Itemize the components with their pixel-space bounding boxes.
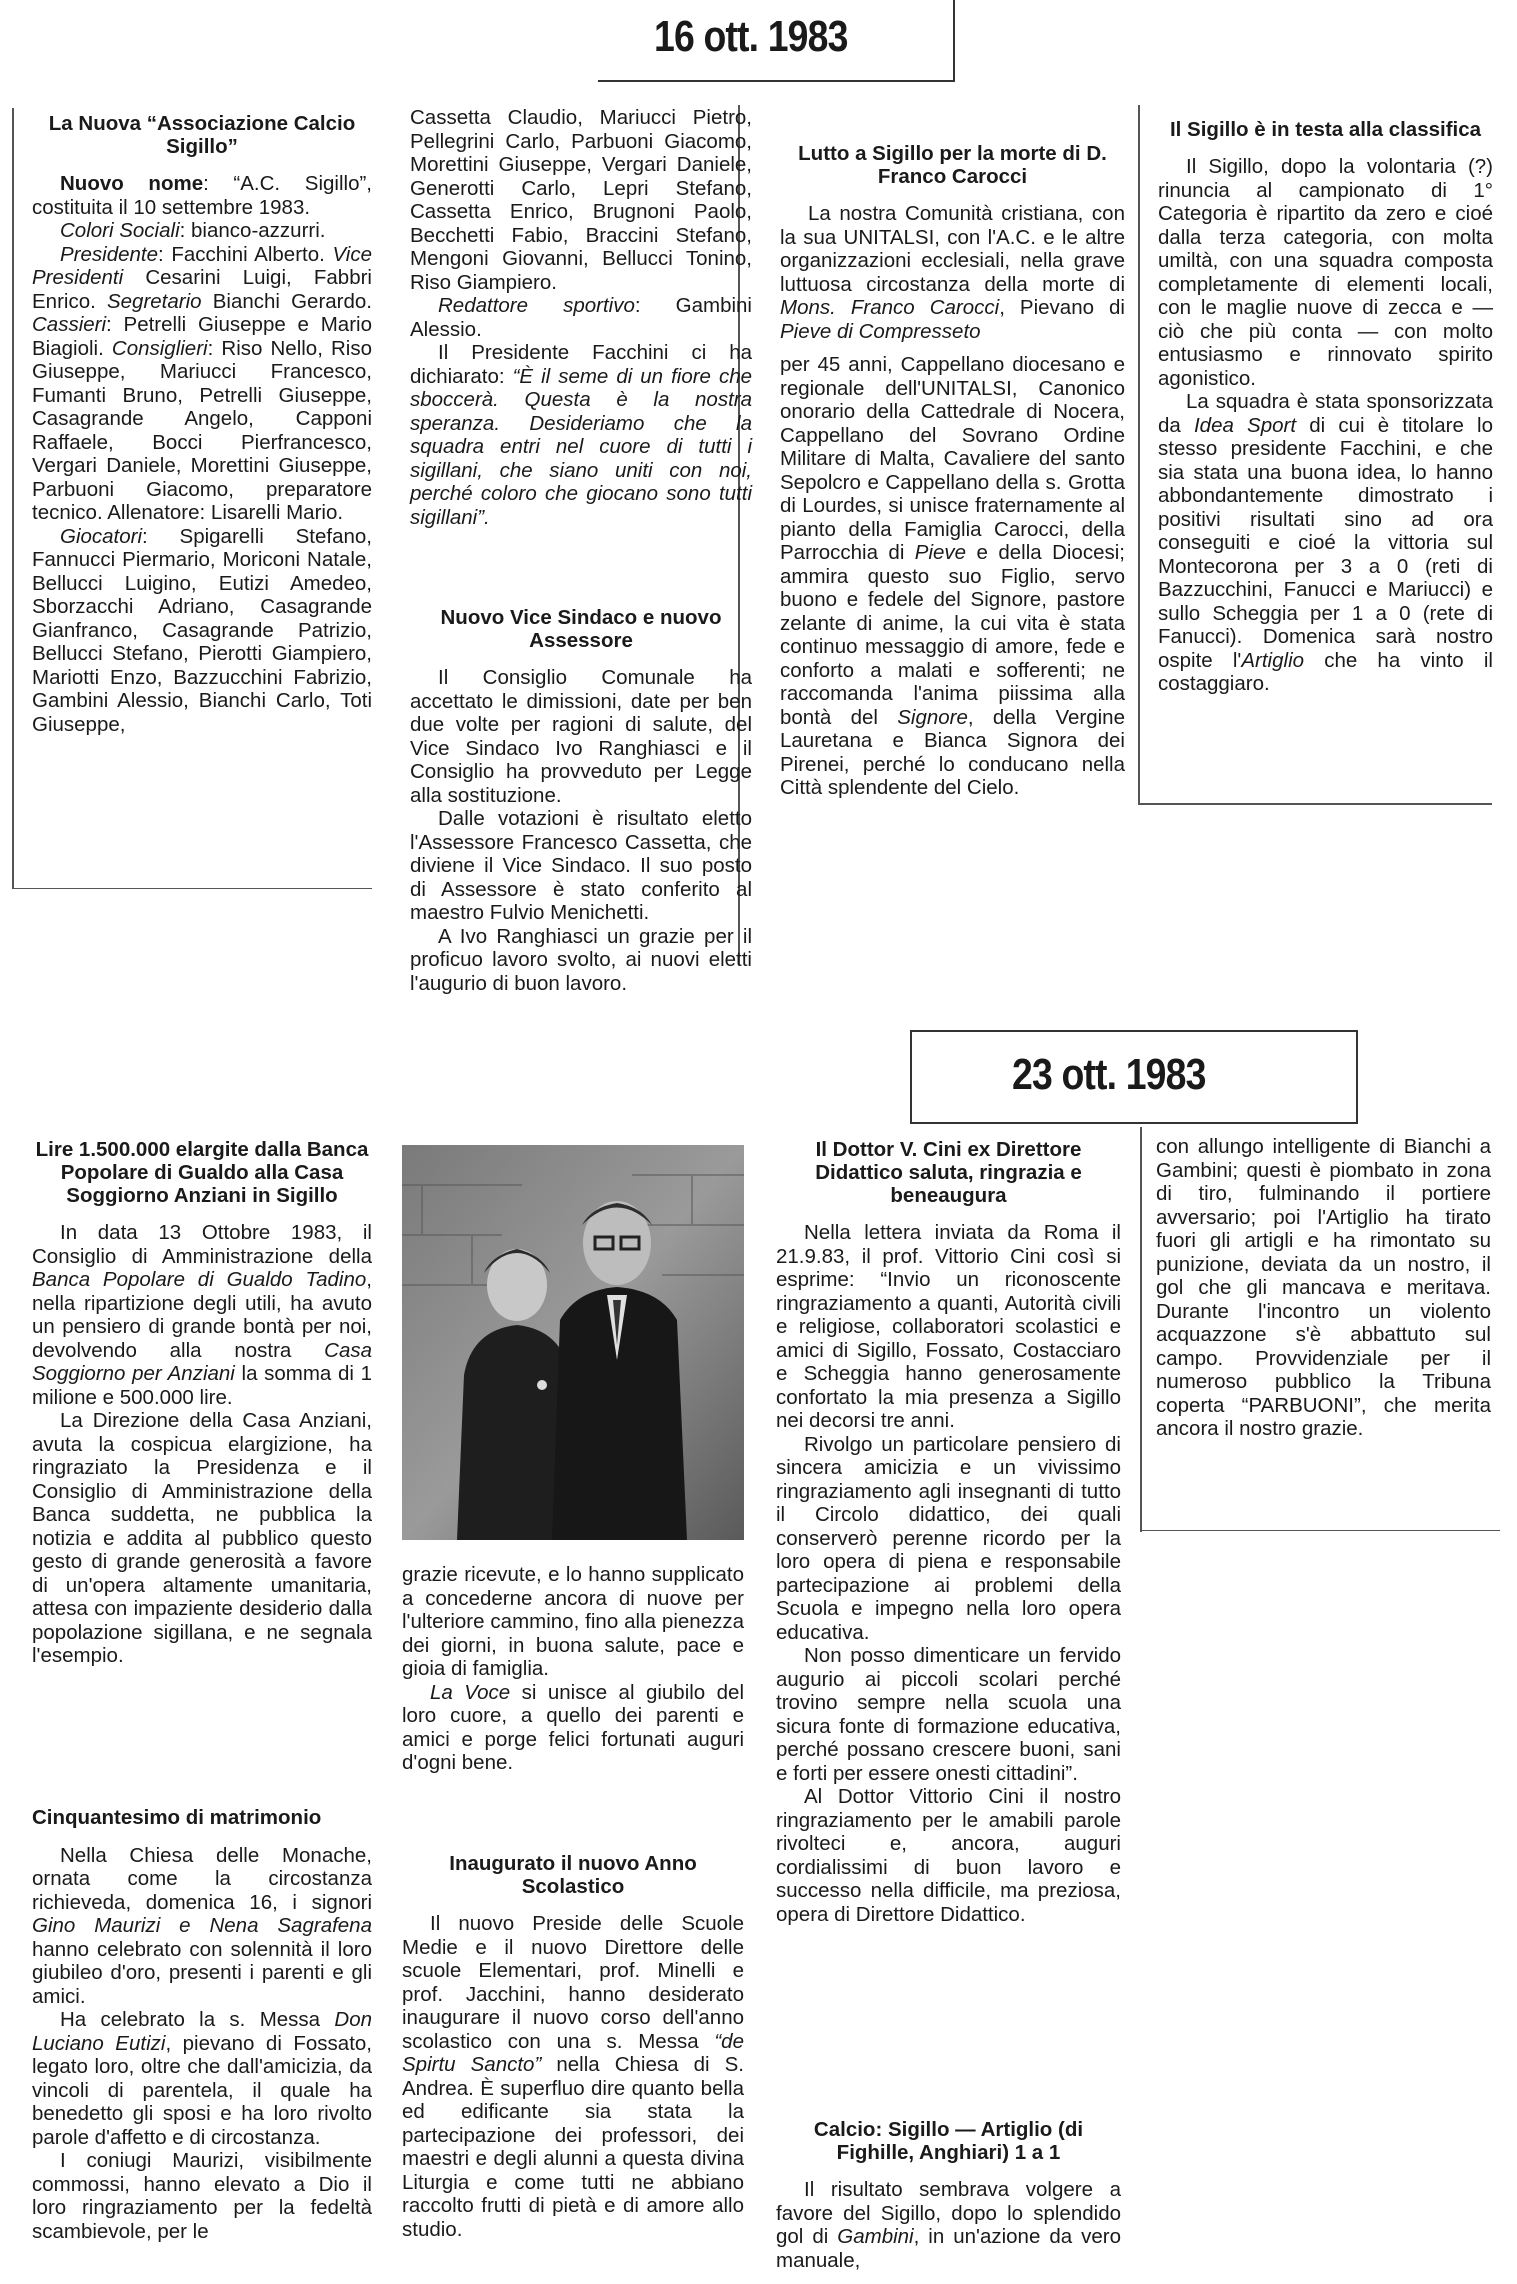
- article-calcio-artiglio: [776, 2118, 1121, 2272]
- article-associazione-col1: [32, 112, 372, 736]
- clipping-edge: [1138, 105, 1140, 805]
- paragraph: La nostra Comunità cristiana, con la sua UNITALSI, con l'A.C. e le altre organizzazioni ecclesiali, nella grave luttuosa circostanza della morte di Mons. Franco Carocci, Pievano di Pieve di Compresseto: [780, 202, 1125, 343]
- article-associazione-col2: [410, 106, 752, 529]
- paragraph: In data 13 Ottobre 1983, il Consiglio di Amministrazione della Banca Popolare di Gualdo Tadino, nella ripartizione degli utili, ha avuto un pensiero di grande bontà per noi, devolvendo alla nostra Casa Soggiorno per Anziani la somma di 1 milione e 500.000 lire.: [32, 1221, 372, 1409]
- clipping-edge: [1140, 1530, 1500, 1531]
- article-title: Inaugurato il nuovo Anno Scolastico: [449, 1852, 697, 1898]
- article-dottor-cini: [776, 1138, 1121, 1926]
- paragraph: Cassetta Claudio, Mariucci Pietro, Pellegrini Carlo, Parbuoni Giacomo, Morettini Giuseppe, Vergari Daniele, Generotti Carlo, Lepri Stefano, Cassetta Enrico, Brugnoni Paolo, Becchetti Fabio, Braccini Stefano, Mengoni Giovanni, Bellucci Tonino, Riso Giampiero.: [410, 106, 752, 294]
- paragraph: per 45 anni, Cappellano diocesano e regionale dell'UNITALSI, Canonico onorario della Cattedrale di Nocera, Cappellano del Sovrano Ordine Militare di Malta, Cavaliere del santo Sepolcro e Cappellano della s. Grotta di Lourdes, si unisce fraternamente al pianto della Famiglia Carocci, della Parrocchia di Pieve e della Diocesi; ammira questo suo Figlio, servo buono e fedele del Signore, pastore zelante di anime, la cui vita è stata continuo messaggio di amore, fede e conforto a malati e sofferenti; ne raccomanda l'anima piissima alla bontà del Signore, della Vergine Lauretana e Bianca Signora dei Pirenei, perché lo conducano nella Città splendente del Cielo.: [780, 353, 1125, 799]
- clipping-edge: [1140, 1127, 1142, 1532]
- article-cinquantesimo-col2: [402, 1563, 744, 1775]
- paragraph: Il Sigillo, dopo la volontaria (?) rinuncia al campionato di 1° Categoria è ripartito da zero e cioé dalla terza categoria, con molta umiltà, con una squadra composta completamente di elementi locali, con le maglie nuove di zecca e — ciò che più conta — con molto entusiasmo e rinnovato spirito agonistico.: [1158, 155, 1493, 390]
- date-stamp-top: 16 ott. 1983: [654, 12, 848, 61]
- couple-photo-image: [402, 1145, 744, 1540]
- paragraph: Dalle votazioni è risultato eletto l'Assessore Francesco Cassetta, che diviene il Vice Sindaco. Il suo posto di Assessore è stato conferito al maestro Fulvio Menichetti.: [410, 807, 752, 924]
- paragraph: La squadra è stata sponsorizzata da Idea Sport di cui è titolare lo stesso presidente Facchini, e che sia stata una buona idea, lo hanno abbondantemente dimostrato i positivi risultati sino ad ora conseguiti e cioé la vittoria sul Montecorona per 3 a 0 (reti di Bazzucchini, Fanucci e Mariucci) e sullo Scheggia per 1 a 0 (rete di Fanucci). Domenica sarà nostro ospite l'Artiglio che ha vinto il costaggiaro.: [1158, 390, 1493, 695]
- article-title: Calcio: Sigillo — Artiglio (di Fighille, Anghiari) 1 a 1: [813, 2118, 1084, 2164]
- paragraph: Nella lettera inviata da Roma il 21.9.83, il prof. Vittorio Cini così si esprime: “Invio un riconoscente ringraziamento a quanti, Autorità civili e religiose, collaboratori scolastici e amici di Sigillo, Fossato, Costacciaro e Scheggia hanno generosamente confortato la mia presenza a Sigillo nei decorsi tre anni.: [776, 1221, 1121, 1432]
- paragraph: Il Presidente Facchini ci ha dichiarato: “È il seme di un fiore che sboccerà. Questa è la nostra speranza. Desideriamo che la squadra entri nel cuore di tutti i sigillani, che siano uniti con noi, perché coloro che giocano sono tutti sigillani”.: [410, 341, 753, 529]
- paragraph: I coniugi Maurizi, visibilmente commossi, hanno elevato a Dio il loro ringraziamento per la fedeltà scambievole, per le: [32, 2149, 372, 2243]
- clipping-edge: [12, 108, 14, 888]
- paragraph: Il nuovo Preside delle Scuole Medie e il nuovo Direttore delle scuole Elementari, prof. Minelli e prof. Jacchini, hanno desiderato inaugurare il nuovo corso dell'anno scolastico con una s. Messa “de Spirtu Sancto” nella Chiesa di S. Andrea. È superfluo dire quanto bella ed edificante sia stata la partecipazione dei professori, dei maestri e degli alunni a questa divina Liturgia e come tutti ne abbiano raccolto frutti di pietà e di amore allo studio.: [402, 1912, 744, 2241]
- article-title: Nuovo Vice Sindaco e nuovo Assessore: [440, 606, 722, 652]
- article-title: Cinquantesimo di matrimonio: [32, 1806, 322, 1829]
- article-lutto: [780, 142, 1125, 800]
- article-anno-scolastico: [402, 1852, 744, 2241]
- article-cinquantesimo: [32, 1806, 372, 2243]
- article-title: Il Dottor V. Cini ex Direttore Didattico saluta, ringrazia e beneaugura: [815, 1138, 1082, 1207]
- article-banca-popolare: [32, 1138, 372, 1668]
- paragraph: Colori Sociali: bianco-azzurri.: [60, 219, 326, 242]
- paragraph: Rivolgo un particolare pensiero di sincera amicizia e un vivissimo ringraziamento agli insegnanti di tutto il Circolo didattico, dei quali conserverò perenne ricordo per la loro opera di piena e responsabile partecipazione ai problemi della Scuola e impegno nella loro opera educativa.: [776, 1432, 1121, 1644]
- paragraph: Il risultato sembrava volgere a favore del Sigillo, dopo lo splendido gol di Gambini, in un'azione da vero manuale,: [776, 2178, 1121, 2272]
- paragraph: La Direzione della Casa Anziani, avuta la cospicua elargizione, ha ringraziato la Presidenza e il Consiglio di Amministrazione della Banca suddetta, ne pubblica la notizia e addita al pubblico questo gesto di grande generosità a favore di un'opera altamente umanitaria, attesa con impaziente desiderio dalla popolazione sigillana, e ne segnala l'esempio.: [32, 1409, 372, 1667]
- paragraph: Presidente: Facchini Alberto. Vice Presidenti Cesarini Luigi, Fabbri Enrico. Segretario Bianchi Gerardo. Cassieri: Petrelli Giuseppe e Mario Biagioli. Consiglieri: Riso Nello, Riso Giuseppe, Mariucci Francesco, Fumanti Bruno, Petrelli Giuseppe, Casagrande Angelo, Capponi Raffaele, Bocci Pierfrancesco, Vergari Daniele, Morettini Giuseppe, Parbuoni Giacomo, preparatore tecnico. Allenatore: Lisarelli Mario.: [32, 242, 372, 524]
- article-title: Lire 1.500.000 elargite dalla Banca Popolare di Gualdo alla Casa Soggiorno Anziani in Sigillo: [35, 1138, 369, 1207]
- paragraph: Redattore sportivo: Gambini Alessio.: [410, 294, 752, 341]
- date-stamp-middle: 23 ott. 1983: [1012, 1050, 1206, 1099]
- article-title: La Nuova “Associazione Calcio Sigillo”: [48, 112, 356, 158]
- paragraph: La Voce si unisce al giubilo del loro cuore, a quello dei parenti e amici e porge felici fortunati auguri d'ogni bene.: [402, 1680, 744, 1774]
- paragraph: A Ivo Ranghiasci un grazie per il proficuo lavoro svolto, ai nuovi eletti l'augurio di buon lavoro.: [410, 924, 752, 995]
- article-classifica: [1158, 118, 1493, 696]
- couple-photo: [402, 1145, 744, 1540]
- clipping-edge: [1140, 803, 1492, 805]
- article-vice-sindaco: [410, 606, 752, 995]
- paragraph: Non posso dimenticare un fervido augurio ai piccoli scolari perché trovino sempre nella scuola una sicura fonte di formazione educativa, perché possano crescere buoni, sani e forti per essere onesti cittadini”.: [776, 1644, 1121, 1785]
- paragraph: con allungo intelligente di Bianchi a Gambini; questi è piombato in zona di tiro, fulminando il portiere avversario; poi l'Artiglio ha tirato fuori gli artigli e ha rimontato su punizione, deviata da un nostro, il gol che gli mancava e meritava. Durante l'incontro un violento acquazzone s'è abbattuto sul campo. Provvidenziale per il numeroso pubblico la Tribuna coperta “PARBUONI”, che merita ancora il nostro grazie.: [1156, 1135, 1491, 1440]
- paragraph: Nuovo nome: “A.C. Sigillo”, costituita il 10 settembre 1983.: [32, 172, 372, 219]
- clipping-edge: [12, 888, 372, 889]
- paragraph: Ha celebrato la s. Messa Don Luciano Eutizi, pievano di Fossato, legato loro, oltre che dall'amicizia, da vincoli di parentela, il quale ha benedetto gli sposi e ha loro rivolto parole d'affetto e di circostanza.: [32, 2008, 372, 2149]
- paragraph: Nella Chiesa delle Monache, ornata come la circostanza richieveda, domenica 16, i signori Gino Maurizi e Nena Sagrafena hanno celebrato con solennità il loro giubileo d'oro, presenti i parenti e gli amici.: [32, 1843, 372, 2008]
- article-title: Lutto a Sigillo per la morte di D. Franco Carocci: [798, 142, 1107, 188]
- paragraph: grazie ricevute, e lo hanno supplicato a concederne ancora di nuove per l'ulteriore cammino, fino alla pienezza dei giorni, in buona salute, pace e gioia di famiglia.: [402, 1563, 744, 1680]
- paragraph: Il Consiglio Comunale ha accettato le dimissioni, date per ben due volte per ragioni di salute, del Vice Sindaco Ivo Ranghiasci e il Consiglio ha provveduto per Legge alla sostituzione.: [410, 666, 752, 807]
- article-calcio-artiglio-col2: [1156, 1135, 1491, 1441]
- paragraph: Al Dottor Vittorio Cini il nostro ringraziamento per le amabili parole rivolteci e, ancora, auguri cordialissimi di buon lavoro e successo nella difficile, ma preziosa, opera di Direttore Didattico.: [776, 1785, 1121, 1926]
- article-title: Il Sigillo è in testa alla classifica: [1169, 118, 1482, 141]
- paragraph: Giocatori: Spigarelli Stefano, Fannucci Piermario, Moriconi Natale, Bellucci Luigino, Eutizi Amedeo, Sborzacchi Adriano, Casagrande Gianfranco, Casagrande Patrizio, Bellucci Stefano, Pierotti Giampiero, Mariotti Enzo, Bazzucchini Fabrizio, Gambini Alessio, Bianchi Carlo, Toti Giuseppe,: [32, 524, 372, 736]
